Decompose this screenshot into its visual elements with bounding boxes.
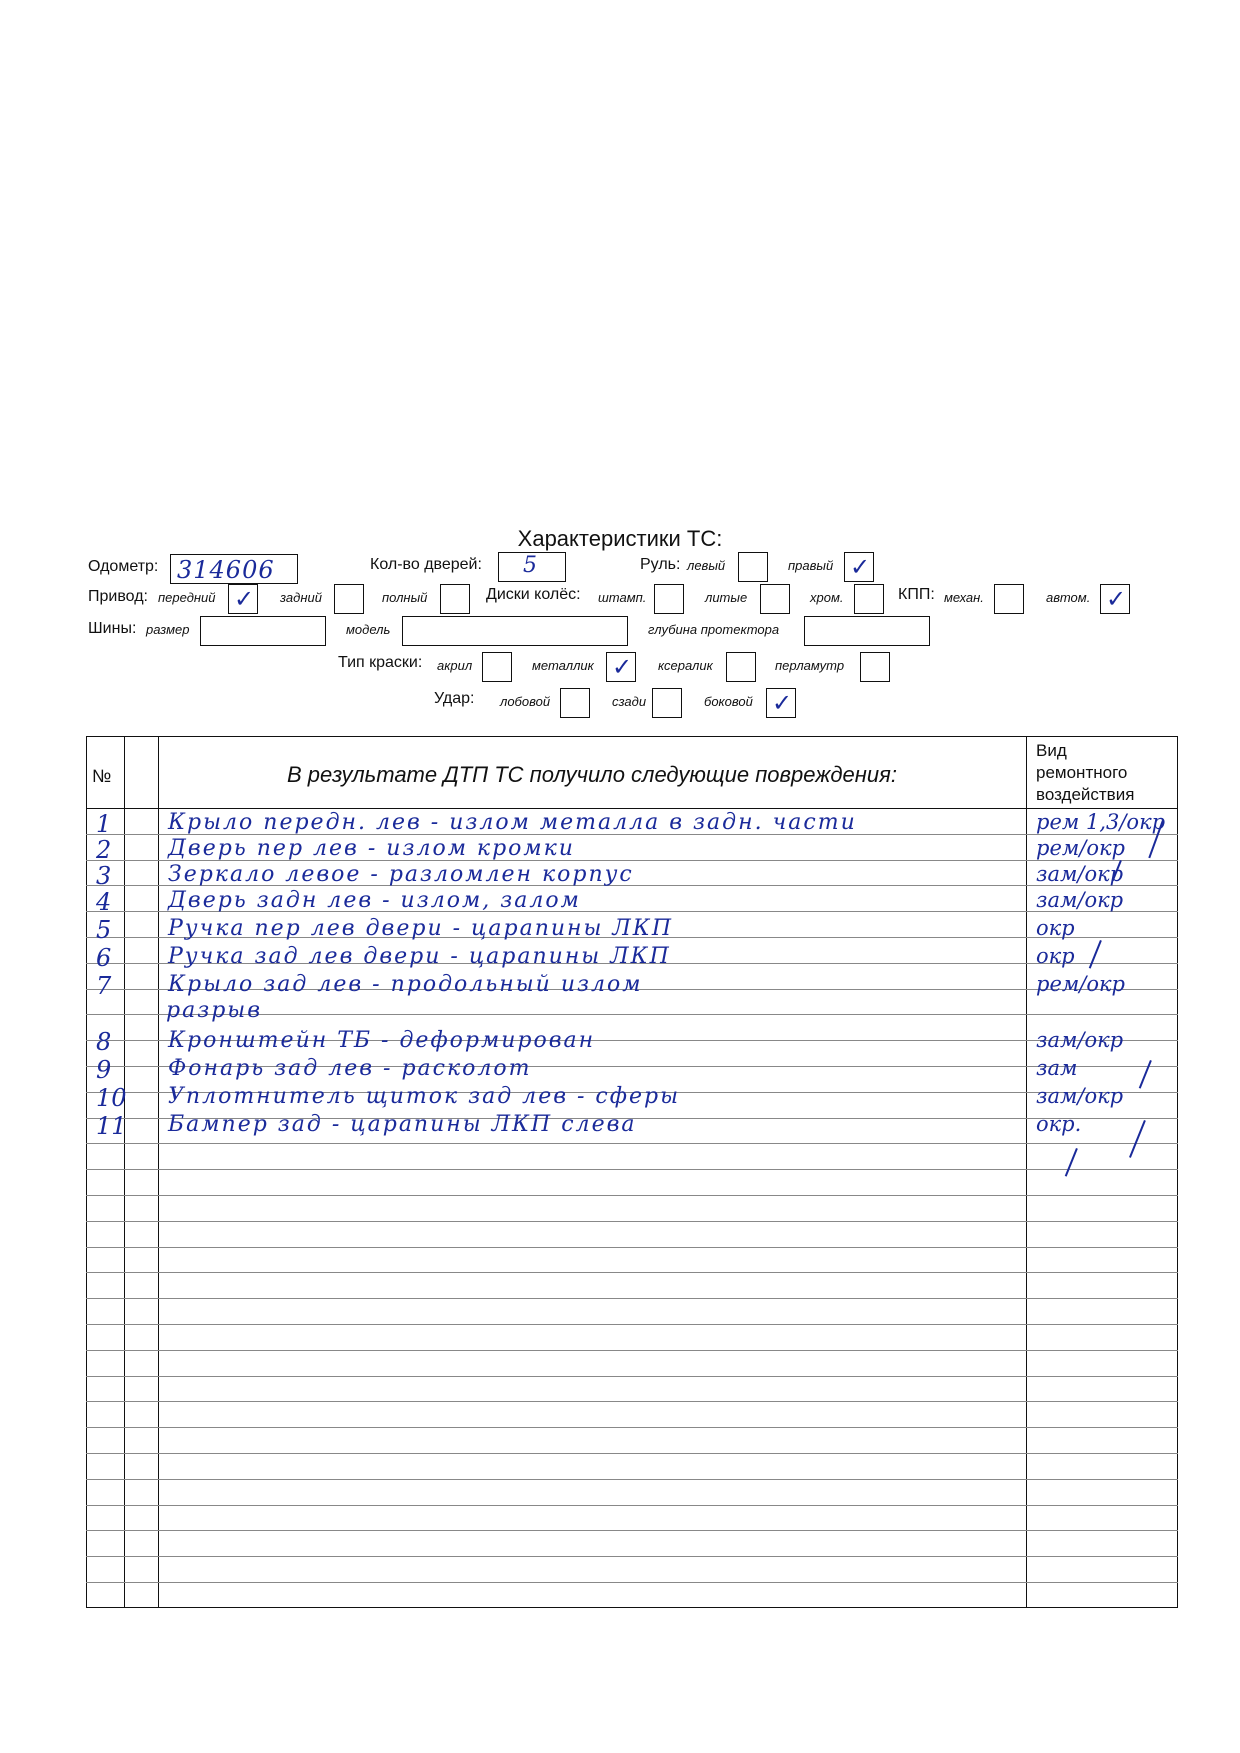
- table-row: [86, 1114, 1178, 1140]
- checkmark-icon: ✓: [1106, 585, 1127, 613]
- table-rule-line: [86, 1272, 1178, 1273]
- row-damage-text: Зеркало левое - разломлен корпус: [168, 862, 634, 887]
- row-repair-text: рем 1,3/окр: [1036, 810, 1166, 834]
- drive-rear-label: задний: [280, 590, 322, 605]
- drive-front-checkbox[interactable]: [228, 584, 258, 614]
- gearbox-label: КПП:: [898, 586, 935, 603]
- table-header-repair: [1036, 740, 1134, 806]
- table-row: [86, 974, 1178, 1000]
- table-rule-line: [86, 1582, 1178, 1583]
- row-repair-text: окр: [1036, 944, 1075, 968]
- rims-stamp-checkbox[interactable]: [654, 584, 684, 614]
- drive-full-checkbox[interactable]: [440, 584, 470, 614]
- table-rule-line: [86, 1530, 1178, 1531]
- paint-pearl-label: перламутр: [775, 658, 845, 673]
- row-damage-text: Фонарь зад лев - расколот: [168, 1056, 532, 1081]
- odometer-label: Одометр:: [88, 558, 159, 575]
- table-row: [86, 890, 1178, 916]
- odometer-value: 314606: [177, 556, 275, 584]
- row-damage-text: разрыв: [166, 998, 263, 1023]
- table-row: [86, 864, 1178, 890]
- table-rule-line: [86, 1479, 1178, 1480]
- paint-xirallic-label: ксералик: [658, 658, 713, 673]
- row-number: 5: [96, 916, 112, 944]
- wheel-left-label: левый: [687, 558, 726, 573]
- table-header-damage: В результате ДТП ТС получило следующие повреждения:: [287, 762, 897, 787]
- table-rule-line: [86, 1350, 1178, 1351]
- table-row: [86, 1030, 1178, 1056]
- row-repair-text: зам/окр: [1036, 1028, 1124, 1052]
- table-header-repair-line: воздействия: [1036, 785, 1135, 804]
- table-row: [86, 812, 1178, 838]
- table-rule-line: [86, 1324, 1178, 1325]
- table-rule-line: [86, 1401, 1178, 1402]
- table-rule-line: [86, 1169, 1178, 1170]
- wheel-right-label: правый: [788, 558, 834, 573]
- row-number: 9: [96, 1056, 112, 1084]
- row-damage-text: Дверь пер лев - излом кромки: [168, 836, 575, 861]
- impact-label: Удар:: [434, 690, 475, 707]
- impact-front-label: лобовой: [500, 694, 551, 709]
- drive-full-label: полный: [382, 590, 428, 605]
- impact-rear-checkbox[interactable]: [652, 688, 682, 718]
- row-number: 4: [96, 888, 112, 916]
- table-row: [86, 1058, 1178, 1084]
- table-header-divider: [86, 808, 1178, 809]
- table-header-repair-line: ремонтного: [1036, 763, 1128, 782]
- rims-cast-label: литые: [705, 590, 748, 605]
- drive-rear-checkbox[interactable]: [334, 584, 364, 614]
- doors-label: Кол-во дверей:: [370, 556, 482, 573]
- wheel-right-checkbox[interactable]: [844, 552, 874, 582]
- tires-label: Шины:: [88, 620, 137, 637]
- paint-metallic-checkbox[interactable]: [606, 652, 636, 682]
- row-repair-text: окр: [1036, 916, 1075, 940]
- gearbox-manual-checkbox[interactable]: [994, 584, 1024, 614]
- row-damage-text: Дверь задн лев - излом, залом: [168, 888, 581, 913]
- checkmark-icon: ✓: [234, 585, 255, 613]
- row-damage-text: Крыло зад лев - продольный излом: [168, 972, 643, 997]
- gearbox-auto-label: автом.: [1046, 590, 1091, 605]
- paint-xirallic-checkbox[interactable]: [726, 652, 756, 682]
- checkmark-icon: ✓: [772, 689, 793, 717]
- form-title: Характеристики ТС:: [517, 526, 723, 551]
- tires-model-field[interactable]: [402, 616, 628, 646]
- table-rule-line: [86, 1505, 1178, 1506]
- table-rule-line: [86, 1556, 1178, 1557]
- row-number: 6: [96, 944, 112, 972]
- impact-front-checkbox[interactable]: [560, 688, 590, 718]
- table-rule-line: [86, 1376, 1178, 1377]
- row-damage-text: Кронштейн ТБ - деформирован: [168, 1028, 596, 1053]
- row-number: 1: [96, 810, 112, 838]
- rims-cast-checkbox[interactable]: [760, 584, 790, 614]
- table-row: [86, 1086, 1178, 1112]
- checkmark-icon: ✓: [850, 553, 871, 581]
- tires-model-label: модель: [346, 622, 391, 637]
- doors-field[interactable]: [498, 552, 566, 582]
- row-damage-text: Ручка пер лев двери - царапины ЛКП: [168, 916, 674, 941]
- doors-value: 5: [523, 553, 538, 578]
- tires-size-field[interactable]: [200, 616, 326, 646]
- checkmark-icon: ✓: [612, 653, 633, 681]
- rims-chrome-checkbox[interactable]: [854, 584, 884, 614]
- table-row: [86, 946, 1178, 972]
- table-header-num: №: [92, 766, 112, 786]
- tires-depth-field[interactable]: [804, 616, 930, 646]
- odometer-field[interactable]: [170, 554, 298, 584]
- rims-chrome-label: хром.: [810, 590, 844, 605]
- row-repair-text: зам/окр: [1036, 888, 1124, 912]
- row-repair-text: рем/окр: [1036, 836, 1125, 860]
- rims-stamp-label: штамп.: [598, 590, 647, 605]
- wheel-label: Руль:: [640, 556, 681, 573]
- row-repair-text: зам/окр: [1036, 1084, 1124, 1108]
- table-rule-line: [86, 1247, 1178, 1248]
- row-damage-text: Крыло передн. лев - излом металла в задн. части: [168, 810, 857, 835]
- table-rule-line: [86, 1143, 1178, 1144]
- impact-side-checkbox[interactable]: [766, 688, 796, 718]
- drive-label: Привод:: [88, 588, 148, 605]
- table-row: [86, 1000, 1178, 1026]
- wheel-left-checkbox[interactable]: [738, 552, 768, 582]
- row-number: 11: [96, 1112, 127, 1140]
- row-number: 7: [96, 972, 112, 1000]
- row-repair-text: зам/окр: [1036, 862, 1124, 886]
- row-damage-text: Бампер зад - царапины ЛКП слева: [168, 1112, 637, 1137]
- row-number: 2: [96, 836, 112, 864]
- row-number: 8: [96, 1028, 112, 1056]
- table-rule-line: [86, 1453, 1178, 1454]
- row-damage-text: Ручка зад лев двери - царапины ЛКП: [168, 944, 671, 969]
- table-rule-line: [86, 1427, 1178, 1428]
- row-number: 10: [96, 1084, 127, 1112]
- tires-depth-label: глубина протектора: [648, 622, 780, 637]
- table-rule-line: [86, 1221, 1178, 1222]
- rims-label: Диски колёс:: [486, 586, 581, 603]
- gearbox-auto-checkbox[interactable]: [1100, 584, 1130, 614]
- impact-rear-label: сзади: [612, 694, 647, 709]
- paint-metallic-label: металлик: [532, 658, 594, 673]
- table-rule-line: [86, 1195, 1178, 1196]
- row-repair-text: рем/окр: [1036, 972, 1125, 996]
- row-repair-text: зам: [1036, 1056, 1078, 1080]
- row-number: 3: [96, 862, 112, 890]
- table-header-repair-line: Вид: [1036, 741, 1067, 760]
- paint-label: Тип краски:: [338, 654, 423, 671]
- impact-side-label: боковой: [704, 694, 753, 709]
- row-damage-text: Уплотнитель щиток зад лев - сферы: [168, 1084, 680, 1109]
- table-rule-line: [86, 1298, 1178, 1299]
- gearbox-manual-label: механ.: [944, 590, 984, 605]
- paint-pearl-checkbox[interactable]: [860, 652, 890, 682]
- table-row: [86, 838, 1178, 864]
- paint-acrylic-checkbox[interactable]: [482, 652, 512, 682]
- drive-front-label: передний: [158, 590, 216, 605]
- tires-size-label: размер: [146, 622, 190, 637]
- row-repair-text: окр.: [1036, 1112, 1082, 1136]
- paint-acrylic-label: акрил: [437, 658, 473, 673]
- table-row: [86, 918, 1178, 944]
